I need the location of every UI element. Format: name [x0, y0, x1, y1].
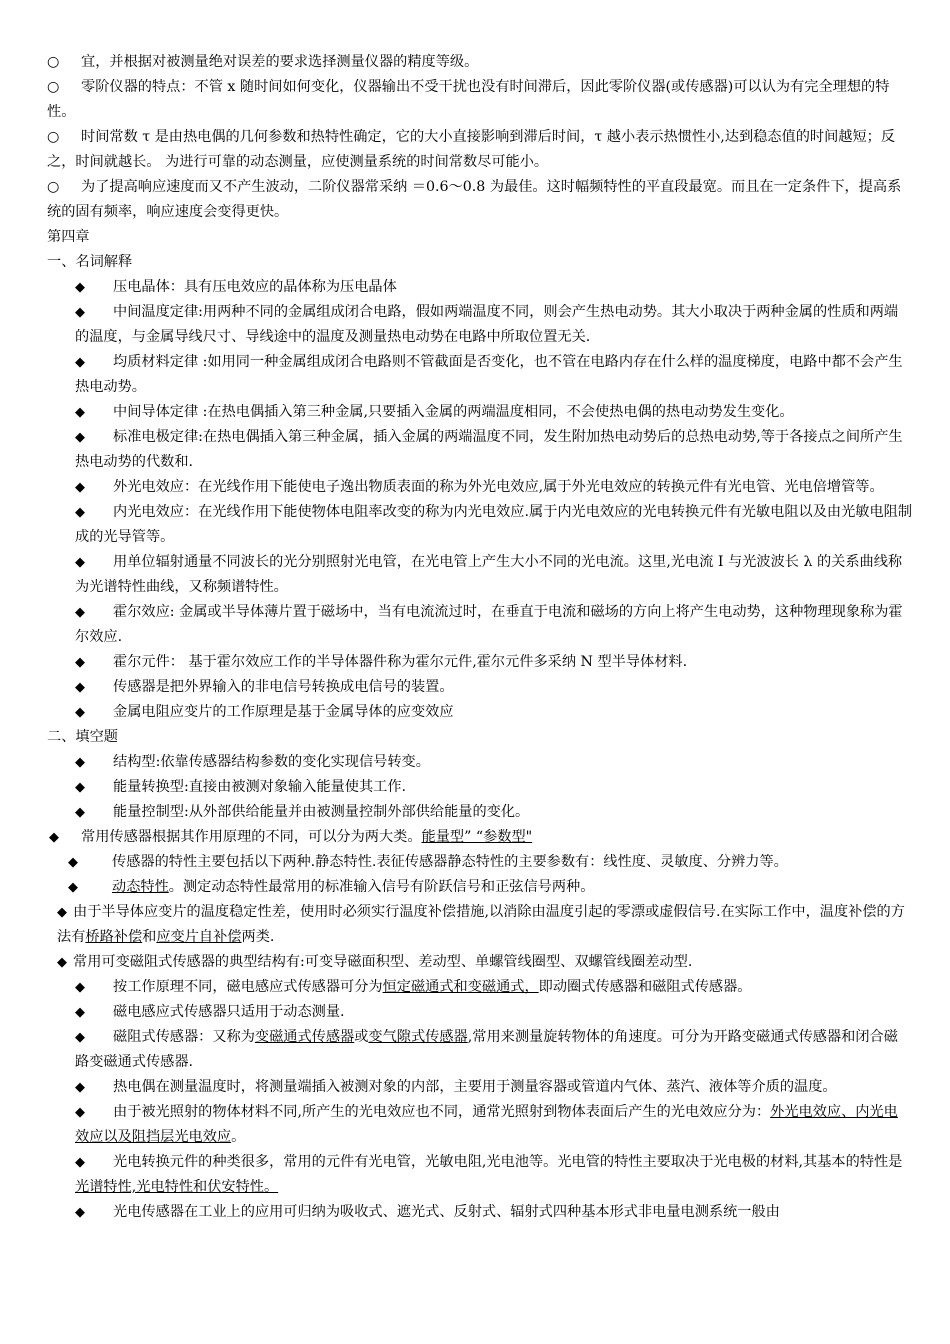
item-text: 磁阻式传感器：又称为 [113, 1029, 255, 1045]
fill-item [75, 750, 912, 775]
underlined-answer: 动态特性 [112, 879, 169, 895]
paragraph-text: 零阶仪器的特点：不管 x 随时间如何变化，仪器输出不受干扰也没有时间滞后，因此零阶仪器(或传感器)可以认为有完全理想的特性。 [47, 79, 890, 120]
diamond-bullet: ◆ [75, 755, 85, 770]
underlined-answer: 变气隙式传感器 [368, 1029, 468, 1045]
item-text: 金属电阻应变片的工作原理是基于金属导体的应变效应 [113, 704, 454, 720]
item-text: 霍尔元件： 基于霍尔效应工作的半导体器件称为霍尔元件,霍尔元件多采纳 N 型半导体材料. [113, 654, 688, 670]
fill-item [68, 850, 912, 875]
circle-item [47, 50, 912, 75]
definition-item [75, 400, 912, 425]
item-text: 常用可变磁阻式传感器的典型结构有:可变导磁面积型、差动型、单螺管线圈型、双螺管线圈差动型. [73, 954, 693, 970]
definition-item [75, 600, 912, 650]
fill-item [75, 1075, 912, 1100]
item-text: 热电偶在测量温度时，将测量端插入被测对象的内部，主要用于测量容器或管道内气体、蒸汽、液体等介质的温度。 [113, 1079, 837, 1095]
fill-item [57, 900, 912, 950]
paragraph-text: 宜，并根据对被测量绝对误差的要求选择测量仪器的精度等级。 [81, 54, 479, 70]
item-text: ,常用来测量旋转物体的角速度。可分为开路变磁通式传感器和闭合磁路变磁通式传感器. [75, 1029, 898, 1070]
item-text: 由于半导体应变片的温度稳定性差，使用时必须实行温度补偿措施,以消除由温度引起的零漂或虚假信号.在实际工作中，温度补偿的方法有 [57, 904, 905, 945]
fill-item [75, 975, 912, 1000]
diamond-bullet: ◆ [75, 1205, 85, 1220]
chapter-heading: 第四章 [47, 229, 90, 245]
item-text: 两类. [241, 929, 275, 945]
diamond-bullet: ◆ [75, 280, 85, 295]
definition-item [75, 425, 912, 475]
fill-item [57, 950, 912, 975]
item-text: 用单位辐射通量不同波长的光分别照射光电管，在光电管上产生大小不同的光电流。这里,光电流 I 与光波波长 λ 的关系曲线称为光谱特性曲线，又称频谱特性。 [75, 554, 903, 595]
diamond-bullet: ◆ [75, 1030, 85, 1045]
item-text: 常用传感器根据其作用原理的不同，可以分为两大类。 [81, 829, 422, 845]
definition-item [75, 275, 912, 300]
item-text: 中间导体定律 :在热电偶插入第三种金属,只要插入金属的两端温度相同，不会使热电偶的热电动势发生变化。 [113, 404, 794, 420]
diamond-bullet: ◆ [57, 955, 67, 970]
item-text: 能量转换型:直接由被测对象输入能量使其工作. [113, 779, 407, 795]
item-text: 霍尔效应: 金属或半导体薄片置于磁场中，当有电流流过时，在垂直于电流和磁场的方向上将产生电动势，这种物理现象称为霍尔效应. [75, 604, 903, 645]
underlined-answer: 外光电效应、内光电效应以及阻挡层光电效应 [75, 1104, 898, 1145]
underlined-answer: 应变片自补偿 [156, 929, 242, 945]
item-text: 光电传感器在工业上的应用可归纳为吸收式、遮光式、反射式、辐射式四种基本形式非电量电测系统一般由 [113, 1204, 780, 1220]
definition-item [75, 675, 912, 700]
diamond-bullet: ◆ [75, 1080, 85, 1095]
paragraph-text: 时间常数 τ 是由热电偶的几何参数和热特性确定，它的大小直接影响到滞后时间，τ 越小表示热惯性小,达到稳态值的时间越短；反之，时间就越长。 为进行可靠的动态测量，应使测量系统的时间常数尽可能小。 [47, 129, 896, 170]
diamond-bullet: ◆ [75, 705, 85, 720]
definition-item [75, 500, 912, 550]
underlined-answer: 桥路补偿 [85, 929, 143, 945]
diamond-bullet: ◆ [75, 980, 85, 995]
diamond-bullet: ◆ [75, 480, 85, 495]
item-text: 由于被光照射的物体材料不同,所产生的光电效应也不同，通常光照射到物体表面后产生的光电效应分为： [113, 1104, 771, 1120]
item-text: 传感器是把外界输入的非电信号转换成电信号的装置。 [113, 679, 454, 695]
circle-bullet: ○ [47, 179, 60, 195]
diamond-bullet: ◆ [75, 355, 85, 370]
fill-item [68, 875, 912, 900]
fill-item [75, 775, 912, 800]
diamond-bullet: ◆ [75, 405, 85, 420]
diamond-bullet: ◆ [75, 1005, 85, 1020]
diamond-bullet: ◆ [75, 1105, 85, 1120]
fill-item [75, 1150, 912, 1200]
circle-bullet: ○ [47, 54, 60, 70]
diamond-bullet: ◆ [49, 830, 59, 845]
definition-item [75, 350, 912, 400]
item-text: 按工作原理不同，磁电感应式传感器可分为 [113, 979, 383, 995]
underlined-answer: 能量型” “参数型" [421, 829, 533, 845]
item-text: 内光电效应：在光线作用下能使物体电阻率改变的称为内光电效应.属于内光电效应的光电转换元件有光敏电阻以及由光敏电阻制成的光导管等。 [75, 504, 913, 545]
item-text: 能量控制型:从外部供给能量并由被测量控制外部供给能量的变化。 [113, 804, 530, 820]
item-text: 结构型:依靠传感器结构参数的变化实现信号转变。 [113, 754, 430, 770]
fill-item [75, 1100, 912, 1150]
diamond-bullet: ◆ [75, 305, 85, 320]
diamond-bullet: ◆ [57, 905, 67, 920]
document-page [0, 50, 950, 1225]
diamond-bullet: ◆ [75, 430, 85, 445]
item-text: 即动圈式传感器和磁阻式传感器。 [538, 979, 752, 995]
diamond-bullet: ◆ [75, 780, 85, 795]
item-text: 外光电效应：在光线作用下能使电子逸出物质表面的称为外光电效应,属于外光电效应的转换元件有光电管、光电倍增管等。 [113, 479, 884, 495]
item-text: 标准电极定律:在热电偶插入第三种金属，插入金属的两端温度不同，发生附加热电动势后的总热电动势,等于各接点之间所产生热电动势的代数和. [75, 429, 903, 470]
diamond-bullet: ◆ [75, 605, 85, 620]
item-text: 压电晶体：具有压电效应的晶体称为压电晶体 [113, 279, 397, 295]
fill-item [75, 1200, 912, 1225]
circle-item [47, 125, 912, 175]
definition-item [75, 650, 912, 675]
diamond-bullet: ◆ [75, 555, 85, 570]
section-heading: 一、名词解释 [47, 254, 133, 270]
underlined-answer: 光谱特性,光电特性和伏安特性。 [75, 1179, 279, 1195]
definition-item [75, 550, 912, 600]
item-text: 。 [231, 1129, 246, 1145]
diamond-bullet: ◆ [75, 680, 85, 695]
item-text: 。测定动态特性最常用的标准输入信号有阶跃信号和正弦信号两种。 [168, 879, 595, 895]
definition-item [75, 300, 912, 350]
diamond-bullet: ◆ [75, 805, 85, 820]
diamond-bullet: ◆ [68, 880, 78, 895]
item-text: 磁电感应式传感器只适用于动态测量. [113, 1004, 345, 1020]
paragraph-text: 为了提高响应速度而又不产生波动，二阶仪器常采纳 ＝0.6～0.8 为最佳。这时幅频特性的平直段最宽。而且在一定条件下，提高系统的固有频率，响应速度会变得更快。 [47, 179, 902, 220]
diamond-bullet: ◆ [68, 855, 78, 870]
circle-bullet: ○ [47, 129, 60, 145]
circle-item [47, 175, 912, 225]
fill-item [49, 825, 912, 850]
definition-item [75, 700, 912, 725]
circle-item [47, 75, 912, 125]
fill-item [75, 1025, 912, 1075]
underlined-answer: 变磁通式传感器 [254, 1029, 355, 1045]
section-heading: 二、填空题 [47, 729, 118, 745]
diamond-bullet: ◆ [75, 1155, 85, 1170]
item-text: 中间温度定律:用两种不同的金属组成闭合电路，假如两端温度不同，则会产生热电动势。其大小取决于两种金属的性质和两端的温度，与金属导线尺寸、导线途中的温度及测量热电动势在电路中所取位置无关. [75, 304, 899, 345]
item-text: 光电转换元件的种类很多，常用的元件有光电管，光敏电阻,光电池等。光电管的特性主要取决于光电极的材料,其基本的特性是 [113, 1154, 903, 1170]
underlined-answer: 恒定磁通式和变磁通式， [382, 979, 539, 995]
fill-item [75, 1000, 912, 1025]
item-text: 和 [142, 929, 157, 945]
definition-item [75, 475, 912, 500]
circle-bullet: ○ [47, 79, 60, 95]
diamond-bullet: ◆ [75, 655, 85, 670]
item-text: 或 [354, 1029, 369, 1045]
item-text: 传感器的特性主要包括以下两种.静态特性.表征传感器静态特性的主要参数有：线性度、灵敏度、分辨力等。 [112, 854, 788, 870]
item-text: 均质材料定律 :如用同一种金属组成闭合电路则不管截面是否变化，也不管在电路内存在什么样的温度梯度，电路中都不会产生热电动势。 [75, 354, 903, 395]
fill-item [75, 800, 912, 825]
diamond-bullet: ◆ [75, 505, 85, 520]
